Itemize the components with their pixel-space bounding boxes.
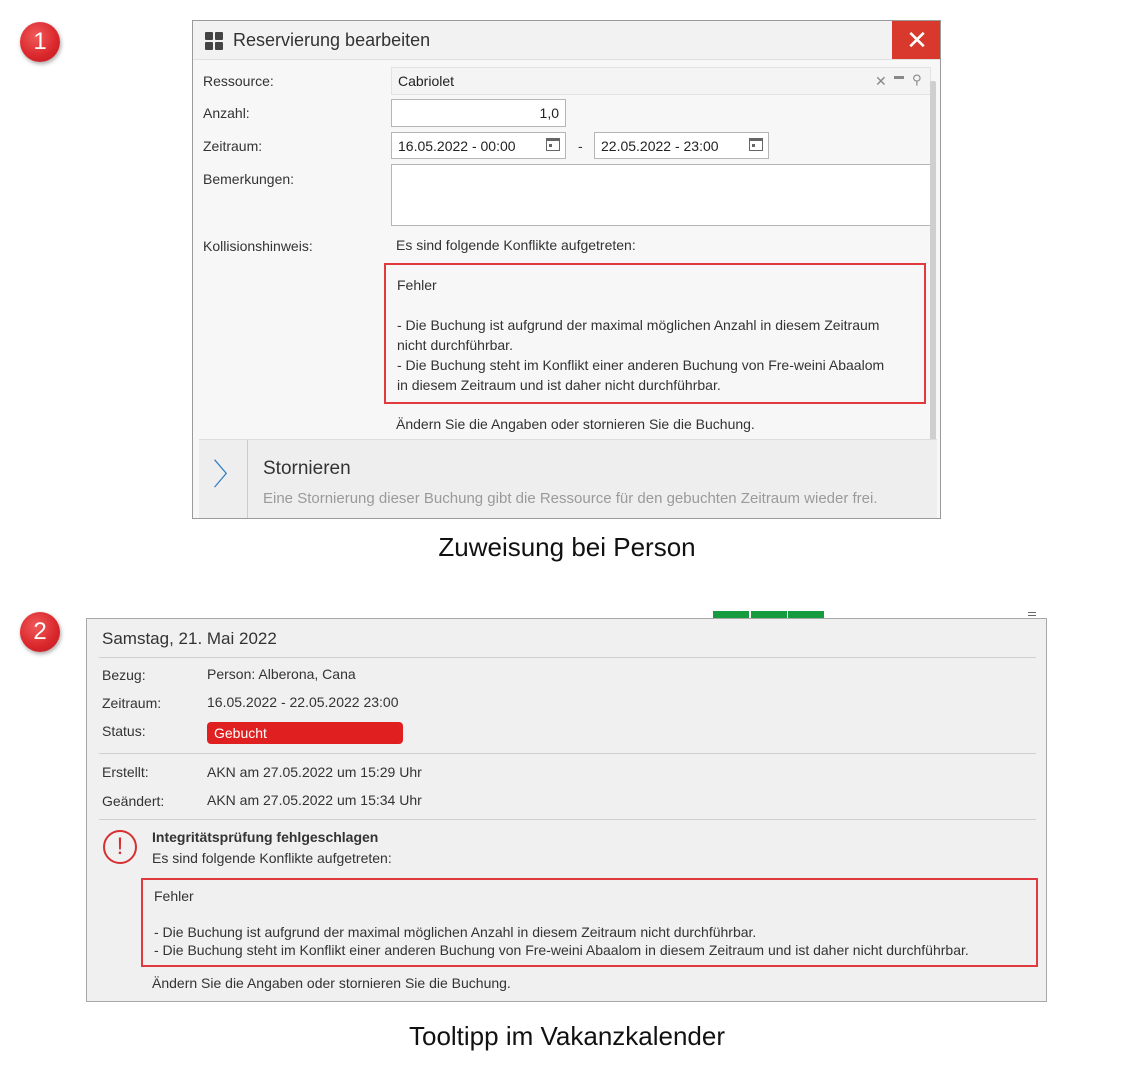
anzahl-label: Anzahl: xyxy=(203,105,250,121)
anzahl-input[interactable]: 1,0 xyxy=(391,99,566,127)
warning-icon: ! xyxy=(103,830,137,864)
erstellt-label: Erstellt: xyxy=(102,764,149,780)
calendar-tooltip xyxy=(86,618,1047,1002)
zeitraum-label: Zeitraum: xyxy=(102,695,162,711)
edit-reservation-dialog xyxy=(192,20,941,519)
ressource-label: Ressource: xyxy=(203,73,274,89)
calendar-icon[interactable] xyxy=(749,138,763,151)
step-badge-2: 2 xyxy=(20,612,60,652)
konflikt-intro: Es sind folgende Konflikte aufgetreten: xyxy=(396,237,636,253)
storno-description: Eine Stornierung dieser Buchung gibt die Ressource für den gebuchten Zeitraum wieder frei. xyxy=(263,490,878,507)
bezug-label: Bezug: xyxy=(102,667,146,683)
step-badge-1: 1 xyxy=(20,22,60,62)
dialog-titlebar xyxy=(193,21,941,60)
close-button[interactable] xyxy=(892,21,941,59)
status-label: Status: xyxy=(102,723,146,739)
bemerkungen-label: Bemerkungen: xyxy=(203,171,295,187)
erstellt-value: AKN am 27.05.2022 um 15:29 Uhr xyxy=(207,764,422,780)
tooltip-date: Samstag, 21. Mai 2022 xyxy=(102,629,277,648)
error-box xyxy=(384,263,926,404)
error-line-1a: - Die Buchung ist aufgrund der maximal möglichen Anzahl in diesem Zeitraum xyxy=(397,317,880,333)
error-line-2b: in diesem Zeitraum und ist daher nicht durchführbar. xyxy=(397,377,721,393)
clear-icon[interactable]: ✕ xyxy=(875,73,887,89)
divider xyxy=(99,819,1036,820)
status-badge: Gebucht xyxy=(207,722,403,744)
date-to-input[interactable] xyxy=(594,132,769,159)
integrity-title: Integritätsprüfung fehlgeschlagen xyxy=(152,829,379,845)
date-range-dash: - xyxy=(578,138,583,154)
list-icon[interactable] xyxy=(894,76,904,85)
caption-2: Tooltipp im Vakanzkalender xyxy=(408,1021,726,1051)
date-to-value: 22.05.2022 - 23:00 xyxy=(601,138,719,154)
divider xyxy=(99,753,1036,754)
error-title: Fehler xyxy=(397,277,437,293)
error-line-2: - Die Buchung steht im Konflikt einer anderen Buchung von Fre-weini Abaalom in diesem Zeitraum und ist daher nicht durchführbar. xyxy=(154,942,969,958)
error-line-2a: - Die Buchung steht im Konflikt einer anderen Buchung von Fre-weini Abaalom xyxy=(397,357,885,373)
apps-grid-icon xyxy=(205,32,223,50)
close-icon: ✕ xyxy=(906,25,928,55)
storno-panel[interactable] xyxy=(199,439,937,519)
integrity-intro: Es sind folgende Konflikte aufgetreten: xyxy=(152,850,392,866)
search-icon[interactable]: ⚲ xyxy=(912,72,922,87)
zeitraum-label: Zeitraum: xyxy=(203,138,263,154)
divider xyxy=(99,657,1036,658)
ressource-field[interactable] xyxy=(391,67,931,95)
change-hint: Ändern Sie die Angaben oder stornieren Sie die Buchung. xyxy=(396,416,755,432)
calendar-icon[interactable] xyxy=(546,138,560,151)
change-hint: Ändern Sie die Angaben oder stornieren Sie die Buchung. xyxy=(152,975,511,991)
error-title: Fehler xyxy=(154,888,194,904)
bezug-value: Person: Alberona, Cana xyxy=(207,666,356,682)
dialog-title: Reservierung bearbeiten xyxy=(233,30,431,50)
storno-chevron-column xyxy=(199,440,248,519)
error-box xyxy=(141,878,1038,967)
chevron-right-icon[interactable]: 〉 xyxy=(213,458,243,493)
scrollbar[interactable] xyxy=(930,81,936,471)
error-line-1b: nicht durchführbar. xyxy=(397,337,513,353)
geaendert-value: AKN am 27.05.2022 um 15:34 Uhr xyxy=(207,792,422,808)
caption-1: Zuweisung bei Person xyxy=(438,532,696,562)
date-from-value: 16.05.2022 - 00:00 xyxy=(398,138,516,154)
zeitraum-value: 16.05.2022 - 22.05.2022 23:00 xyxy=(207,694,399,710)
error-line-1: - Die Buchung ist aufgrund der maximal möglichen Anzahl in diesem Zeitraum nicht durchführbar. xyxy=(154,924,757,940)
bemerkungen-textarea[interactable] xyxy=(391,164,931,226)
kollision-label: Kollisionshinweis: xyxy=(203,238,313,254)
geaendert-label: Geändert: xyxy=(102,793,165,809)
storno-title: Stornieren xyxy=(263,458,351,479)
ressource-value: Cabriolet xyxy=(398,73,455,89)
date-from-input[interactable] xyxy=(391,132,566,159)
